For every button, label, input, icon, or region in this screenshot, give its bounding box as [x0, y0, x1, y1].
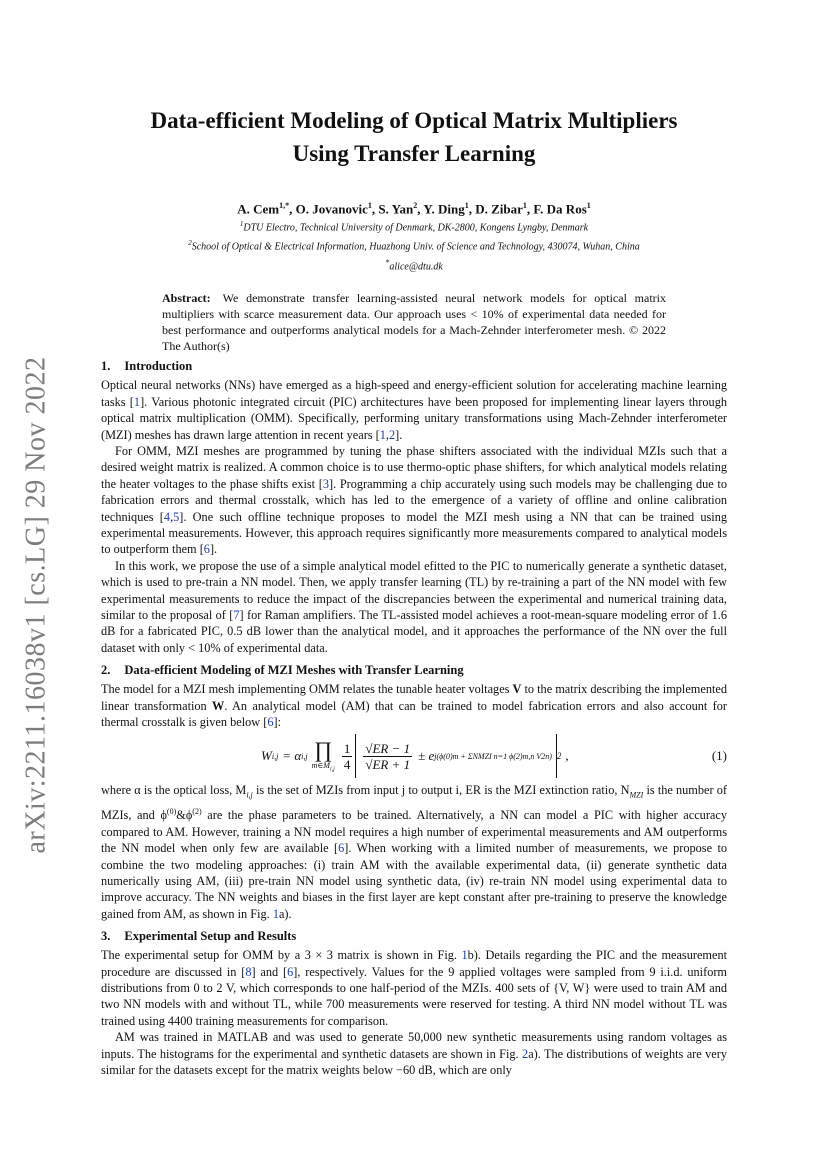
abstract	[162, 290, 666, 354]
abstract-label: Abstract:	[162, 291, 211, 306]
product-symbol: ∏	[314, 736, 333, 762]
symbol-W: W	[212, 698, 225, 713]
text-run: where α is the optical loss, M	[101, 783, 247, 798]
eq-fraction-quarter	[342, 741, 353, 772]
text-run: The model for a MZI mesh implementing OMM relates the tunable heater voltages	[101, 682, 513, 697]
section-heading	[101, 928, 727, 944]
section-title: Introduction	[124, 359, 193, 374]
text-run: ] for Raman amplifiers. The TL-assisted model achieves a root-mean-square modeling error of 1.6 dB for a fabricated PIC, 0.5 dB lower than the analytical model, and it approaches the performance of the NN over the full dataset with only < 10% of experimental data.	[101, 608, 727, 655]
abstract-text: We demonstrate transfer learning-assisted neural network models for optical matrix multipliers with scarce measurement data. Our approach uses < 10% of experimental data needed for best performance and outperforms analytical models for a Mach-Zehnder interferometer mesh. © 2022 The Author(s)	[162, 291, 666, 354]
author-list: A. Cem$^{1,*}$, O. Jovanovic$^1$, S. Yan$^2$, Y. Ding$^1$, D. Zibar$^1$, F. Da Ros$^1$	[237, 201, 591, 217]
author: O. Jovanovic	[295, 201, 368, 217]
text-run: to the matrix describing the implemented linear transformation	[101, 682, 727, 713]
author: S. Yan	[378, 201, 414, 217]
arxiv-stamp	[14, 356, 58, 854]
text-run: The experimental setup for OMM by a 3 × 3 matrix is shown in Fig.	[101, 948, 462, 963]
text-run: AM was trained in MATLAB and was used to generate 50,000 new synthetic measurements using random voltages as inputs. The histograms for the experimental and synthetic datasets are shown in Fig.	[101, 1030, 727, 1061]
section-number: 1.	[101, 359, 111, 374]
eq-product	[311, 736, 335, 775]
text-run: . An analytical model (AM) that can be trained to model fabrication errors and also account for thermal crosstalk is given below [	[101, 698, 727, 730]
author-sup: 1	[464, 201, 469, 210]
citation-link[interactable]: 6	[287, 964, 294, 979]
text-run: ].	[395, 427, 403, 442]
eq-power: 2	[556, 751, 562, 762]
frac-den: 4	[343, 756, 351, 772]
arxiv-stamp-text: arXiv:2211.16038v1 [cs.LG] 29 Nov 2022	[20, 356, 52, 854]
citation-link[interactable]: 7	[233, 608, 240, 622]
eq-pm-exp: ± e	[418, 748, 435, 764]
superscript: (2)	[192, 807, 202, 817]
affiliation-sup: 2	[188, 238, 192, 247]
affiliation-text: DTU Electro, Technical University of Denmark, DK-2800, Kongens Lyngby, Denmark	[243, 222, 589, 234]
citation-link[interactable]: 6	[338, 841, 345, 856]
author-sup: 1	[586, 201, 591, 210]
equation-body	[261, 732, 569, 780]
text-run: In this work, we propose the use of a simple analytical model efitted to the PIC to numerically generate a synthetic dataset, which is used to pre-train a NN model. Then, we apply transfer learning (TL) by re-training a part of the NN model with few experimental measurements to reduce the impact of the discrepancies between the experimental and numerical training data, similar to the proposal of [	[101, 558, 727, 622]
eq-alpha-sub: i,j	[301, 751, 308, 761]
eq-alpha: = α	[282, 748, 302, 764]
text-run: Optical neural networks (NNs) have emerged as a high-speed and energy-efficient solution for accelerating machine learning tasks [	[101, 378, 727, 409]
text-run: are the phase parameters to be trained. Alternatively, a NN can model a PIC with higher accuracy compared to AM. However, training a NN model requires a high number of experimental measurements and AM outperforms the NN model when only few are available [	[101, 808, 727, 856]
text-run: ,	[385, 427, 389, 442]
text-run: ]. Various photonic integrated circuit (PIC) architectures have been proposed for implementing linear layers through optical matrix multiplication (OMM). Specifically, performing unitary transformations using Mach-Zehnder interferometer (MZI) meshes has drawn large attention in recent years [	[101, 394, 727, 442]
email-text: alice@dtu.dk	[389, 261, 443, 273]
text-run: a). The distributions of weights are very similar for the datasets except for the matrix weights below −60 dB, which are only	[101, 1046, 727, 1078]
citation-link[interactable]: 1	[133, 394, 141, 409]
text-run: is the set of MZIs from input j to output i, ER is the MZI extinction ratio, N	[252, 783, 630, 798]
section-number: 3.	[101, 929, 111, 944]
paragraph	[101, 558, 727, 656]
eq-fraction-er	[363, 741, 412, 772]
text-run: For OMM, MZI meshes are programmed by tuning the phase shifters associated with the individual MZIs such that a desired weight matrix is realized. A common choice is to use thermo-optic phase shifters, for which analytical models relating the heater voltages to the phase shifts exist [	[101, 443, 727, 491]
frac-num: √ER − 1	[365, 740, 411, 756]
superscript: (0)	[166, 807, 177, 817]
affiliation-sup: 1	[239, 220, 244, 229]
paragraph	[101, 947, 727, 1029]
citation-link[interactable]: 1	[379, 427, 386, 442]
citation-link[interactable]: 4	[163, 509, 171, 524]
paper-title: Data-efficient Modeling of Optical Matrix Multipliers Using Transfer Learning	[150, 108, 678, 166]
text-run: ] and [	[251, 964, 288, 979]
section-title: Experimental Setup and Results	[124, 929, 297, 944]
citation-link[interactable]: 2	[388, 427, 396, 442]
author-sup: 1,*	[279, 201, 290, 210]
text-run: ], respectively. Values for the 9 applied voltages were sampled from 9 i.i.d. uniform distributions from 0 to 2 V, which corresponds to one half-period of the MZIs. 400 sets of {V, W} were used to train AM and two NN models with and without TL, while 700 measurements were reserved for testing. A third NN model without TL was trained using 4400 training measurements for comparison.	[101, 964, 728, 1028]
frac-den: √ER + 1	[365, 756, 411, 772]
section-heading	[101, 662, 727, 678]
citation-link[interactable]: 6	[203, 542, 210, 557]
text-run: is the number of MZIs, and ϕ	[101, 783, 727, 823]
section-title: Data-efficient Modeling of MZI Meshes with Transfer Learning	[124, 663, 464, 678]
figure-link[interactable]: 2	[522, 1046, 529, 1061]
eq-lhs-sub: i,j	[271, 751, 279, 761]
citation-link[interactable]: 3	[322, 476, 329, 491]
paragraph	[101, 1029, 727, 1078]
author: Y. Ding	[423, 201, 465, 217]
frac-num: 1	[343, 740, 351, 756]
eq-exponent: j(ϕ(0)m + ΣNMZI n=1 ϕ(2)m,n V2n)	[434, 751, 552, 761]
text-run: &ϕ	[176, 808, 193, 823]
affiliation	[101, 236, 727, 254]
subscript: i,j	[246, 790, 253, 800]
symbol-V: V	[512, 682, 522, 697]
affiliation-text: School of Optical & Electrical Information, Huazhong Univ. of Science and Technology, 430074, Wuhan, China	[191, 240, 640, 252]
citation-link[interactable]: 5	[173, 509, 180, 524]
eq-tail: ,	[565, 748, 569, 764]
eq-abs-value	[355, 734, 557, 778]
text-run: ]. Programming a chip accurately using such models may be challenging due to fabrication errors and thermal crosstalk, which has led to the emergence of a variety of offline and online calibration techniques [	[101, 476, 727, 524]
subscript: MZI	[629, 790, 644, 800]
eq-lhs: W	[261, 748, 272, 764]
email-sup: *	[385, 257, 390, 267]
paragraph	[101, 782, 727, 922]
paper-page	[101, 104, 727, 1078]
text-run: ]. One such offline technique proposes to model the MZI mesh using a NN that can be trained using experimental measurements. However, this approach requires significantly more measurements compared to analytical models to outperform them [	[101, 509, 727, 557]
corresponding-email	[101, 256, 727, 274]
product-sub-text: m∈M	[311, 760, 330, 770]
affiliation	[101, 217, 727, 235]
equation-number: (1)	[711, 748, 727, 764]
author-sup: 1	[522, 201, 527, 210]
product-sub-index: i,j	[329, 766, 335, 773]
citation-link[interactable]: 8	[245, 964, 252, 979]
citation-link[interactable]: 6	[267, 715, 274, 730]
paragraph	[101, 443, 727, 558]
author-sup: 2	[413, 201, 418, 210]
text-run: ].	[209, 542, 218, 557]
section-heading	[101, 358, 727, 374]
author: F. Da Ros	[533, 201, 587, 217]
text-run: ,	[170, 509, 174, 524]
author: D. Zibar	[475, 201, 523, 217]
section-number: 2.	[101, 663, 111, 678]
equation-1	[101, 732, 727, 780]
author-sup: 1	[367, 201, 372, 210]
figure-link[interactable]: 1	[272, 906, 279, 921]
author: A. Cem	[237, 201, 280, 217]
text-run: ]:	[273, 715, 281, 730]
paragraph	[101, 681, 727, 730]
paragraph	[101, 377, 727, 443]
text-run: ]. When working with a limited number of measurements, we propose to combine the two modeling approaches: (i) train AM with the available experimental data, (ii) generate synthetic data numerically using AM, (iii) pre-train NN model using synthetic data, (iv) re-train NN model using experimental data to improve accuracy. The NN weights and biases in the first layer are kept constant after pre-training to preserve the knowledge gained from AM, as shown in Fig.	[101, 841, 728, 921]
text-run: a).	[278, 906, 292, 921]
text-run: b). Details regarding the PIC and the measurement procedure are discussed in [	[101, 948, 728, 979]
product-sub	[312, 761, 335, 775]
figure-link[interactable]: 1	[461, 948, 468, 963]
